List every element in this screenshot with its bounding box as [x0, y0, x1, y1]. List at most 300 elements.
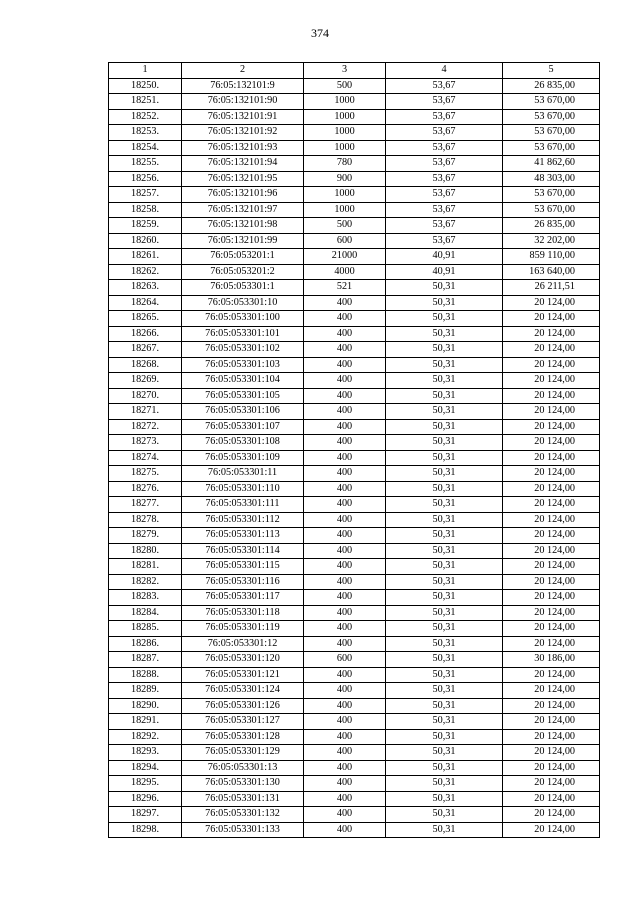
rate-cell: 53,67 — [386, 125, 503, 141]
cadastral-number-cell: 76:05:132101:98 — [182, 218, 304, 234]
value-cell: 20 124,00 — [503, 435, 600, 451]
table-row — [109, 528, 600, 544]
area-cell: 400 — [304, 559, 386, 575]
area-cell: 400 — [304, 295, 386, 311]
row-number-cell: 18275. — [109, 466, 182, 482]
area-cell: 1000 — [304, 109, 386, 125]
row-number-cell: 18274. — [109, 450, 182, 466]
rate-cell: 50,31 — [386, 388, 503, 404]
area-cell: 400 — [304, 683, 386, 699]
cadastral-number-cell: 76:05:053301:127 — [182, 714, 304, 730]
column-header-5: 5 — [503, 63, 600, 79]
area-cell: 400 — [304, 621, 386, 637]
value-cell: 20 124,00 — [503, 311, 600, 327]
cadastral-number-cell: 76:05:053301:13 — [182, 760, 304, 776]
rate-cell: 50,31 — [386, 466, 503, 482]
cadastral-number-cell: 76:05:132101:96 — [182, 187, 304, 203]
row-number-cell: 18253. — [109, 125, 182, 141]
rate-cell: 50,31 — [386, 590, 503, 606]
rate-cell: 50,31 — [386, 311, 503, 327]
rate-cell: 50,31 — [386, 760, 503, 776]
rate-cell: 50,31 — [386, 373, 503, 389]
row-number-cell: 18292. — [109, 729, 182, 745]
table-row — [109, 94, 600, 110]
table-row — [109, 636, 600, 652]
area-cell: 21000 — [304, 249, 386, 265]
rate-cell: 50,31 — [386, 621, 503, 637]
area-cell: 400 — [304, 357, 386, 373]
cadastral-number-cell: 76:05:053301:121 — [182, 667, 304, 683]
value-cell: 20 124,00 — [503, 621, 600, 637]
cadastral-number-cell: 76:05:132101:99 — [182, 233, 304, 249]
cadastral-number-cell: 76:05:053301:119 — [182, 621, 304, 637]
value-cell: 53 670,00 — [503, 187, 600, 203]
area-cell: 400 — [304, 807, 386, 823]
table-row — [109, 776, 600, 792]
table-row — [109, 171, 600, 187]
value-cell: 20 124,00 — [503, 543, 600, 559]
area-cell: 400 — [304, 698, 386, 714]
rate-cell: 50,31 — [386, 822, 503, 838]
table-row — [109, 218, 600, 234]
rate-cell: 50,31 — [386, 652, 503, 668]
table-row — [109, 714, 600, 730]
rate-cell: 53,67 — [386, 171, 503, 187]
value-cell: 53 670,00 — [503, 94, 600, 110]
row-number-cell: 18280. — [109, 543, 182, 559]
value-cell: 20 124,00 — [503, 776, 600, 792]
row-number-cell: 18257. — [109, 187, 182, 203]
area-cell: 4000 — [304, 264, 386, 280]
cadastral-number-cell: 76:05:053301:117 — [182, 590, 304, 606]
table-row — [109, 590, 600, 606]
table-row — [109, 264, 600, 280]
cadastral-number-cell: 76:05:053301:102 — [182, 342, 304, 358]
value-cell: 163 640,00 — [503, 264, 600, 280]
value-cell: 20 124,00 — [503, 667, 600, 683]
area-cell: 400 — [304, 760, 386, 776]
row-number-cell: 18251. — [109, 94, 182, 110]
cadastral-number-cell: 76:05:053301:133 — [182, 822, 304, 838]
row-number-cell: 18264. — [109, 295, 182, 311]
area-cell: 400 — [304, 497, 386, 513]
table-row — [109, 729, 600, 745]
rate-cell: 50,31 — [386, 776, 503, 792]
rate-cell: 53,67 — [386, 140, 503, 156]
cadastral-number-cell: 76:05:053301:128 — [182, 729, 304, 745]
value-cell: 20 124,00 — [503, 590, 600, 606]
value-cell: 53 670,00 — [503, 125, 600, 141]
row-number-cell: 18289. — [109, 683, 182, 699]
rate-cell: 40,91 — [386, 249, 503, 265]
value-cell: 53 670,00 — [503, 140, 600, 156]
cadastral-number-cell: 76:05:053201:2 — [182, 264, 304, 280]
area-cell: 400 — [304, 745, 386, 761]
area-cell: 500 — [304, 78, 386, 94]
value-cell: 20 124,00 — [503, 466, 600, 482]
table-row — [109, 745, 600, 761]
table-row — [109, 280, 600, 296]
table-row — [109, 419, 600, 435]
row-number-cell: 18291. — [109, 714, 182, 730]
area-cell: 400 — [304, 528, 386, 544]
cadastral-number-cell: 76:05:053301:120 — [182, 652, 304, 668]
rate-cell: 50,31 — [386, 497, 503, 513]
area-cell: 400 — [304, 388, 386, 404]
area-cell: 400 — [304, 729, 386, 745]
value-cell: 20 124,00 — [503, 714, 600, 730]
value-cell: 41 862,60 — [503, 156, 600, 172]
cadastral-number-cell: 76:05:053301:1 — [182, 280, 304, 296]
cadastral-number-cell: 76:05:053301:105 — [182, 388, 304, 404]
row-number-cell: 18285. — [109, 621, 182, 637]
rate-cell: 50,31 — [386, 807, 503, 823]
cadastral-number-cell: 76:05:132101:90 — [182, 94, 304, 110]
table-header — [109, 63, 600, 79]
rate-cell: 53,67 — [386, 94, 503, 110]
row-number-cell: 18295. — [109, 776, 182, 792]
area-cell: 400 — [304, 543, 386, 559]
row-number-cell: 18279. — [109, 528, 182, 544]
value-cell: 20 124,00 — [503, 729, 600, 745]
cadastral-number-cell: 76:05:132101:93 — [182, 140, 304, 156]
row-number-cell: 18281. — [109, 559, 182, 575]
table-row — [109, 621, 600, 637]
value-cell: 20 124,00 — [503, 528, 600, 544]
area-cell: 400 — [304, 466, 386, 482]
rate-cell: 50,31 — [386, 450, 503, 466]
table-row — [109, 140, 600, 156]
value-cell: 20 124,00 — [503, 295, 600, 311]
table-row — [109, 807, 600, 823]
area-cell: 600 — [304, 233, 386, 249]
rate-cell: 53,67 — [386, 202, 503, 218]
table-row — [109, 791, 600, 807]
rate-cell: 50,31 — [386, 342, 503, 358]
cadastral-number-cell: 76:05:053301:11 — [182, 466, 304, 482]
value-cell: 30 186,00 — [503, 652, 600, 668]
table-row — [109, 760, 600, 776]
row-number-cell: 18255. — [109, 156, 182, 172]
row-number-cell: 18286. — [109, 636, 182, 652]
table-row — [109, 574, 600, 590]
cadastral-number-cell: 76:05:132101:97 — [182, 202, 304, 218]
rate-cell: 50,31 — [386, 512, 503, 528]
table-row — [109, 543, 600, 559]
value-cell: 20 124,00 — [503, 807, 600, 823]
page-number: 374 — [311, 26, 329, 40]
row-number-cell: 18283. — [109, 590, 182, 606]
area-cell: 400 — [304, 791, 386, 807]
area-cell: 400 — [304, 822, 386, 838]
rate-cell: 50,31 — [386, 357, 503, 373]
area-cell: 400 — [304, 590, 386, 606]
value-cell: 20 124,00 — [503, 559, 600, 575]
cadastral-number-cell: 76:05:132101:94 — [182, 156, 304, 172]
value-cell: 20 124,00 — [503, 636, 600, 652]
table-row — [109, 326, 600, 342]
row-number-cell: 18262. — [109, 264, 182, 280]
table-row — [109, 249, 600, 265]
rate-cell: 50,31 — [386, 280, 503, 296]
row-number-cell: 18288. — [109, 667, 182, 683]
area-cell: 400 — [304, 574, 386, 590]
area-cell: 400 — [304, 450, 386, 466]
table-row — [109, 698, 600, 714]
value-cell: 20 124,00 — [503, 373, 600, 389]
area-cell: 400 — [304, 512, 386, 528]
area-cell: 1000 — [304, 187, 386, 203]
value-cell: 20 124,00 — [503, 326, 600, 342]
cadastral-number-cell: 76:05:053301:112 — [182, 512, 304, 528]
rate-cell: 50,31 — [386, 729, 503, 745]
value-cell: 26 835,00 — [503, 218, 600, 234]
table-row — [109, 357, 600, 373]
column-header-1: 1 — [109, 63, 182, 79]
value-cell: 859 110,00 — [503, 249, 600, 265]
cadastral-number-cell: 76:05:053301:10 — [182, 295, 304, 311]
row-number-cell: 18273. — [109, 435, 182, 451]
area-cell: 1000 — [304, 202, 386, 218]
table-row — [109, 156, 600, 172]
value-cell: 20 124,00 — [503, 404, 600, 420]
row-number-cell: 18278. — [109, 512, 182, 528]
value-cell: 20 124,00 — [503, 342, 600, 358]
value-cell: 20 124,00 — [503, 512, 600, 528]
table-row — [109, 125, 600, 141]
table-row — [109, 233, 600, 249]
table-row — [109, 512, 600, 528]
row-number-cell: 18268. — [109, 357, 182, 373]
row-number-cell: 18259. — [109, 218, 182, 234]
area-cell: 400 — [304, 481, 386, 497]
rate-cell: 50,31 — [386, 404, 503, 420]
rate-cell: 50,31 — [386, 714, 503, 730]
cadastral-number-cell: 76:05:053301:118 — [182, 605, 304, 621]
row-number-cell: 18294. — [109, 760, 182, 776]
rate-cell: 53,67 — [386, 187, 503, 203]
area-cell: 400 — [304, 714, 386, 730]
cadastral-number-cell: 76:05:053301:12 — [182, 636, 304, 652]
cadastral-number-cell: 76:05:053301:124 — [182, 683, 304, 699]
area-cell: 400 — [304, 373, 386, 389]
area-cell: 400 — [304, 605, 386, 621]
row-number-cell: 18296. — [109, 791, 182, 807]
table-row — [109, 605, 600, 621]
table-row — [109, 667, 600, 683]
rate-cell: 50,31 — [386, 419, 503, 435]
area-cell: 400 — [304, 636, 386, 652]
row-number-cell: 18256. — [109, 171, 182, 187]
table-row — [109, 404, 600, 420]
row-number-cell: 18272. — [109, 419, 182, 435]
cadastral-number-cell: 76:05:053301:107 — [182, 419, 304, 435]
cadastral-number-cell: 76:05:053301:103 — [182, 357, 304, 373]
area-cell: 500 — [304, 218, 386, 234]
row-number-cell: 18260. — [109, 233, 182, 249]
area-cell: 780 — [304, 156, 386, 172]
area-cell: 400 — [304, 311, 386, 327]
value-cell: 20 124,00 — [503, 791, 600, 807]
rate-cell: 53,67 — [386, 218, 503, 234]
area-cell: 400 — [304, 342, 386, 358]
area-cell: 400 — [304, 776, 386, 792]
row-number-cell: 18271. — [109, 404, 182, 420]
row-number-cell: 18267. — [109, 342, 182, 358]
table-body — [109, 78, 600, 838]
cadastral-number-cell: 76:05:132101:92 — [182, 125, 304, 141]
rate-cell: 50,31 — [386, 435, 503, 451]
row-number-cell: 18276. — [109, 481, 182, 497]
column-header-2: 2 — [182, 63, 304, 79]
value-cell: 20 124,00 — [503, 388, 600, 404]
cadastral-number-cell: 76:05:053301:108 — [182, 435, 304, 451]
row-number-cell: 18269. — [109, 373, 182, 389]
rate-cell: 50,31 — [386, 667, 503, 683]
cadastral-number-cell: 76:05:053301:100 — [182, 311, 304, 327]
rate-cell: 50,31 — [386, 745, 503, 761]
value-cell: 20 124,00 — [503, 683, 600, 699]
row-number-cell: 18284. — [109, 605, 182, 621]
cadastral-number-cell: 76:05:053301:132 — [182, 807, 304, 823]
cadastral-number-cell: 76:05:053301:126 — [182, 698, 304, 714]
data-table — [108, 62, 600, 838]
value-cell: 53 670,00 — [503, 202, 600, 218]
row-number-cell: 18293. — [109, 745, 182, 761]
area-cell: 400 — [304, 667, 386, 683]
column-header-4: 4 — [386, 63, 503, 79]
table-row — [109, 373, 600, 389]
row-number-cell: 18250. — [109, 78, 182, 94]
table-row — [109, 202, 600, 218]
rate-cell: 53,67 — [386, 156, 503, 172]
rate-cell: 40,91 — [386, 264, 503, 280]
rate-cell: 50,31 — [386, 636, 503, 652]
value-cell: 26 835,00 — [503, 78, 600, 94]
table-row — [109, 450, 600, 466]
cadastral-number-cell: 76:05:053301:106 — [182, 404, 304, 420]
area-cell: 1000 — [304, 140, 386, 156]
cadastral-number-cell: 76:05:053301:116 — [182, 574, 304, 590]
cadastral-number-cell: 76:05:053301:111 — [182, 497, 304, 513]
table-row — [109, 311, 600, 327]
value-cell: 20 124,00 — [503, 450, 600, 466]
value-cell: 20 124,00 — [503, 605, 600, 621]
cadastral-number-cell: 76:05:053301:115 — [182, 559, 304, 575]
rate-cell: 50,31 — [386, 559, 503, 575]
row-number-cell: 18290. — [109, 698, 182, 714]
value-cell: 20 124,00 — [503, 760, 600, 776]
cadastral-number-cell: 76:05:053301:129 — [182, 745, 304, 761]
cadastral-number-cell: 76:05:132101:9 — [182, 78, 304, 94]
value-cell: 20 124,00 — [503, 357, 600, 373]
rate-cell: 50,31 — [386, 605, 503, 621]
cadastral-number-cell: 76:05:053301:113 — [182, 528, 304, 544]
table-row — [109, 187, 600, 203]
cadastral-number-cell: 76:05:053301:110 — [182, 481, 304, 497]
value-cell: 20 124,00 — [503, 419, 600, 435]
value-cell: 53 670,00 — [503, 109, 600, 125]
rate-cell: 50,31 — [386, 295, 503, 311]
area-cell: 400 — [304, 435, 386, 451]
rate-cell: 50,31 — [386, 528, 503, 544]
rate-cell: 50,31 — [386, 481, 503, 497]
rate-cell: 50,31 — [386, 326, 503, 342]
table-row — [109, 822, 600, 838]
area-cell: 900 — [304, 171, 386, 187]
row-number-cell: 18270. — [109, 388, 182, 404]
table-row — [109, 559, 600, 575]
row-number-cell: 18298. — [109, 822, 182, 838]
rate-cell: 50,31 — [386, 698, 503, 714]
rate-cell: 50,31 — [386, 683, 503, 699]
table-row — [109, 388, 600, 404]
table-row — [109, 342, 600, 358]
row-number-cell: 18261. — [109, 249, 182, 265]
row-number-cell: 18287. — [109, 652, 182, 668]
cadastral-number-cell: 76:05:053301:101 — [182, 326, 304, 342]
cadastral-number-cell: 76:05:053301:109 — [182, 450, 304, 466]
rate-cell: 50,31 — [386, 543, 503, 559]
row-number-cell: 18265. — [109, 311, 182, 327]
value-cell: 26 211,51 — [503, 280, 600, 296]
row-number-cell: 18297. — [109, 807, 182, 823]
area-cell: 400 — [304, 404, 386, 420]
value-cell: 20 124,00 — [503, 698, 600, 714]
area-cell: 400 — [304, 419, 386, 435]
rate-cell: 53,67 — [386, 233, 503, 249]
area-cell: 1000 — [304, 94, 386, 110]
area-cell: 521 — [304, 280, 386, 296]
value-cell: 20 124,00 — [503, 574, 600, 590]
header-row — [109, 63, 600, 79]
row-number-cell: 18277. — [109, 497, 182, 513]
row-number-cell: 18266. — [109, 326, 182, 342]
row-number-cell: 18254. — [109, 140, 182, 156]
rate-cell: 53,67 — [386, 109, 503, 125]
area-cell: 600 — [304, 652, 386, 668]
table-row — [109, 78, 600, 94]
table-row — [109, 652, 600, 668]
cadastral-number-cell: 76:05:053301:104 — [182, 373, 304, 389]
rate-cell: 50,31 — [386, 574, 503, 590]
row-number-cell: 18263. — [109, 280, 182, 296]
table-row — [109, 435, 600, 451]
table-row — [109, 109, 600, 125]
cadastral-number-cell: 76:05:053301:130 — [182, 776, 304, 792]
column-header-3: 3 — [304, 63, 386, 79]
value-cell: 48 303,00 — [503, 171, 600, 187]
cadastral-number-cell: 76:05:132101:91 — [182, 109, 304, 125]
rate-cell: 53,67 — [386, 78, 503, 94]
value-cell: 20 124,00 — [503, 822, 600, 838]
cadastral-number-cell: 76:05:053301:131 — [182, 791, 304, 807]
cadastral-number-cell: 76:05:053301:114 — [182, 543, 304, 559]
table-row — [109, 295, 600, 311]
value-cell: 20 124,00 — [503, 497, 600, 513]
cadastral-number-cell: 76:05:053201:1 — [182, 249, 304, 265]
table-row — [109, 683, 600, 699]
area-cell: 400 — [304, 326, 386, 342]
data-table-container — [108, 62, 599, 838]
value-cell: 20 124,00 — [503, 481, 600, 497]
table-row — [109, 497, 600, 513]
table-row — [109, 466, 600, 482]
cadastral-number-cell: 76:05:132101:95 — [182, 171, 304, 187]
value-cell: 20 124,00 — [503, 745, 600, 761]
row-number-cell: 18282. — [109, 574, 182, 590]
value-cell: 32 202,00 — [503, 233, 600, 249]
